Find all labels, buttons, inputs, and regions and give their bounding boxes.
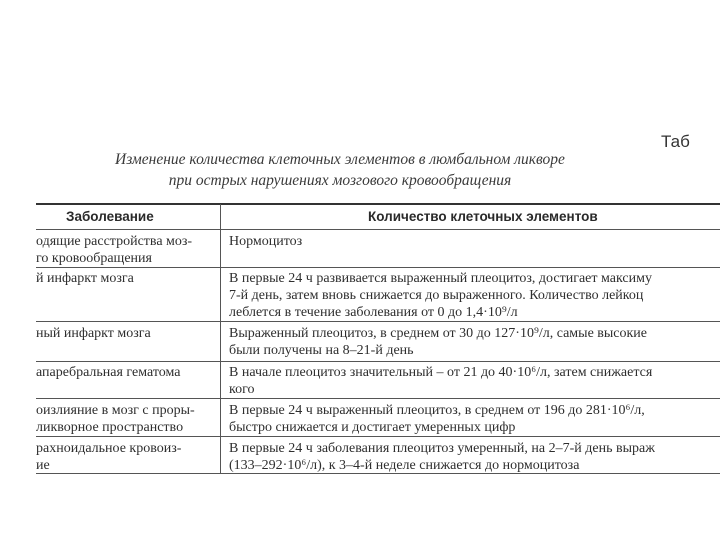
cell-count-cell: Выраженный плеоцитоз, в среднем от 30 до 127·10⁹/л, самые высокие были получены на 8–21-й день [229,326,648,358]
column-divider [220,204,221,474]
row-divider [36,321,720,322]
disease-cell: одящие расстройства моз- го кровообращения [36,234,193,266]
disease-cell: оизлияние в мозг с проры- ликворное пространство [36,403,195,435]
cell-count-cell: В начале плеоцитоз значительный – от 21 до 40·10⁶/л, затем снижается кого [229,365,653,397]
row-divider [36,398,720,399]
table-caption-line-2: при острых нарушениях мозгового кровообращения [168,172,512,189]
header-cell-count: Количество клеточных элементов [368,209,598,224]
row-divider [36,436,720,437]
disease-cell: ный инфаркт мозга [36,326,151,341]
table-top-rule [36,203,720,205]
cell-count-cell: В первые 24 ч заболевания плеоцитоз умеренный, на 2–7-й день выраж (133–292·10⁶/л), к 3–4-й неделе снижается до нормоцитоза [229,441,655,473]
row-divider [36,361,720,362]
header-disease: Заболевание [66,209,154,224]
cell-count-cell: Нормоцитоз [229,234,303,249]
table-caption-line-1: Изменение количества клеточных элементов в люмбальном ликворе [115,151,565,168]
cell-count-cell: В первые 24 ч выраженный плеоцитоз, в среднем от 196 до 281·10⁶/л, быстро снижается и достигает умеренных цифр [229,403,645,435]
table-number-label: Таб [661,132,690,151]
table-bottom-rule [36,473,720,474]
row-divider [36,229,720,230]
cell-count-cell: В первые 24 ч развивается выраженный плеоцитоз, достигает максиму 7-й день, затем вновь снижается до выраженного. Количество лейкоц леблется в течение заболевания от 0 до 1,4·10⁹/л [229,271,652,320]
disease-cell: рахноидальное кровоиз- ие [36,441,182,473]
disease-cell: й инфаркт мозга [36,271,134,286]
row-divider [36,267,720,268]
disease-cell: апаребральная гематома [36,365,181,380]
